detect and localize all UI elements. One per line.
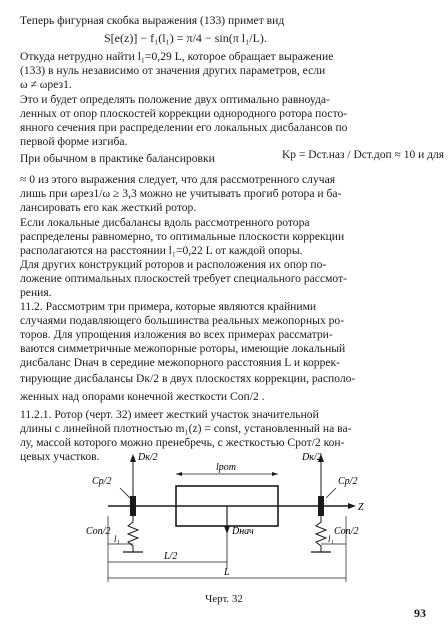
text-line: Это и будет определять положение двух оптимально равноуда- [20,93,330,106]
label-l1-left: l₁ [114,534,120,544]
text-line: 11.2.1. Ротор (черт. 32) имеет жесткий участок значительной [20,408,319,421]
text-line: ложение оптимальных плоскостей требует специального рассмот- [20,272,347,285]
label-l1-right: l₁ [328,534,334,544]
page-number: 93 [414,606,426,620]
arrow-head [224,526,230,534]
text-line: женных над опорами конечной жесткости Cоп/2 . [20,390,265,403]
equation-2: Kр = Dст.наз / Dст.доп ≈ 10 и для [282,149,445,161]
z-axis-arrow [348,503,356,509]
label-cp-left: Cр/2 [92,476,112,487]
figure-caption: Черт. 32 [205,593,243,605]
text-line: лишь при ωрез1/ω ≥ 3,3 можно не учитывать прогиб ротора и ба- [20,187,342,200]
spring-left [128,516,138,552]
text-line: лу, массой которого можно пренебречь, с жесткостью Cрот/2 кон- [20,436,345,449]
text-line: дисбаланс Dнач в середине межопорного расстояния L и коррек- [20,356,341,369]
arrow-head [130,454,136,462]
label-l-half: L/2 [164,551,178,562]
text-line: тирующие дисбалансы Dк/2 в двух плоскостях коррекции, располо- [20,372,356,385]
text-line: длины с линейной плотностью m₁(z) = const, установленный на ва- [20,422,352,435]
text-line: ваются симметричные межопорные роторы, имеющие локальный [20,342,346,355]
text-line: Для других конструкций роторов и расположения их опор по- [20,258,327,271]
label-l-full: L [224,567,230,578]
text-line: располагаются на расстоянии l₁=0,22 L от каждой опоры. [20,244,303,257]
label-dnach: Dнач [232,526,254,537]
text-line: случаями подавляющего большинства реальных межопорных ро- [20,314,345,327]
text-line: распределены равномерно, то оптимальные плоскости коррекции [20,230,345,243]
text-line: янного сечения при распределении его локальных дисбалансов по [20,121,348,134]
text-line: ω ≠ ωрез1. [20,78,72,91]
correction-plane-left [130,496,136,516]
text-line: Откуда нетрудно найти l₁=0,29 L, которое обращает выражение [20,50,334,63]
arrow-head [176,472,182,476]
equation-1: S[e(z)] − f₁(l₁) = π/4 − sin(π l₁/L). [104,31,267,45]
label-dk-right: Dк/2 [302,452,322,463]
arrow-head [272,472,278,476]
text-line: торов. Для упрощения изложения во всех примерах рассматри- [20,328,333,341]
label-dk-left: Dк/2 [138,452,158,463]
spring-right [316,516,326,552]
text-line: цевых участков. [20,450,100,463]
correction-plane-right [318,496,324,516]
rotor-diagram [80,448,390,590]
label-lrot: lрот [216,462,236,473]
label-cp-right: Cр/2 [338,476,358,487]
text-line: ≈ 0 из этого выражения следует, что для рассмотренного случая [20,173,336,186]
text-line: лансировать его как жесткий ротор. [20,201,197,214]
text-line: При обычном в практике балансировки [20,152,215,165]
text-line: Теперь фигурная скобка выражения (133) примет вид [20,14,285,27]
label-con-right: Cоп/2 [334,526,359,537]
text-line: ленных от опор плоскостей коррекции однородного ротора посто- [20,107,348,120]
text-line: первой форме изгиба. [20,135,128,148]
leader-line [326,488,336,498]
text-line: рения. [20,286,52,299]
label-z: Z [358,502,364,513]
text-line: 11.2. Рассмотрим три примера, которые являются крайними [20,300,317,313]
label-con-left: Cоп/2 [86,526,111,537]
leader-line [120,488,130,498]
text-line: (133) в нуль независимо от значения других параметров, если [20,64,326,77]
text-line: Если локальные дисбалансы вдоль рассмотренного ротора [20,216,310,229]
